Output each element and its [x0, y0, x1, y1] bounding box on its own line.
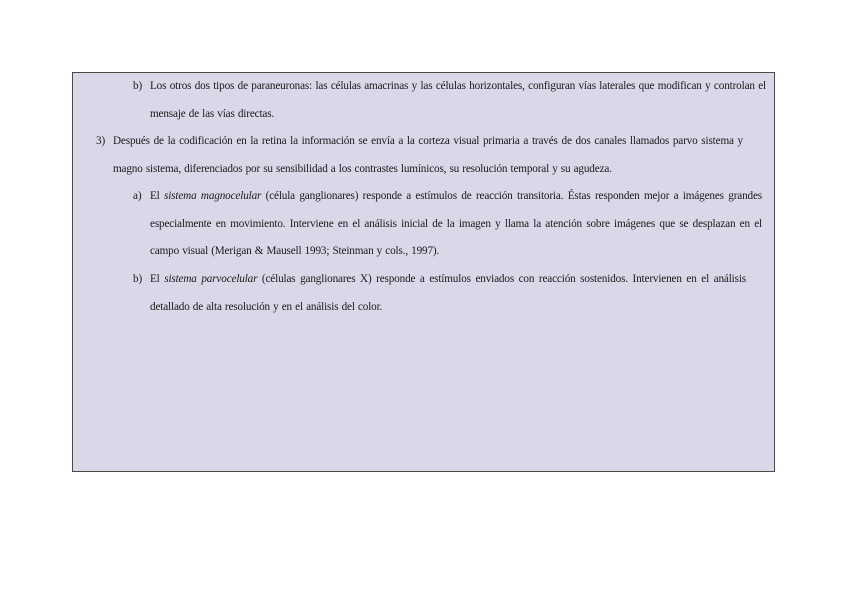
list-item-b-paraneuronas	[133, 73, 766, 128]
list-marker: b)	[133, 273, 143, 285]
text-rest: (célula ganglionares) responde a estímulos de reacción transitoria. Éstas responden mejor a imágenes grandes especialmente en movimiento. Interviene en el análisis inicial de la imagen y llama la atención sobre imágenes que se desplazan en el campo visual (Merigan & Mausell 1993; Steinman y cols., 1997).	[150, 190, 762, 257]
list-item-text: Después de la codificación en la retina la información se envía a la corteza visual primaria a través de dos canales llamados parvo sistema y magno sistema, diferenciados por su sensibilidad a los contrastes lumínicos, su resolución temporal y su agudeza.	[113, 135, 743, 175]
list-item-3-codificacion	[96, 128, 743, 183]
list-item-text	[150, 183, 762, 266]
list-marker: a)	[133, 190, 142, 202]
list-item-b-parvocelular	[133, 266, 746, 321]
list-item-a-magnocelular	[133, 183, 762, 266]
text-prefix: El	[150, 190, 165, 202]
content-box	[72, 72, 775, 472]
list-marker: b)	[133, 80, 143, 92]
text-prefix: El	[150, 273, 165, 285]
list-item-text	[150, 266, 746, 321]
italic-term: sistema magnocelular	[164, 190, 262, 202]
list-item-text: Los otros dos tipos de paraneuronas: las células amacrinas y las células horizontales, configuran vías laterales que modifican y controlan el mensaje de las vías directas.	[150, 80, 766, 120]
list-marker: 3)	[96, 135, 106, 147]
italic-term: sistema parvocelular	[164, 273, 258, 285]
text-rest: (células ganglionares X) responde a estímulos enviados con reacción sostenidos. Intervienen en el análisis detallado de alta resolución y en el análisis del color.	[150, 273, 746, 313]
